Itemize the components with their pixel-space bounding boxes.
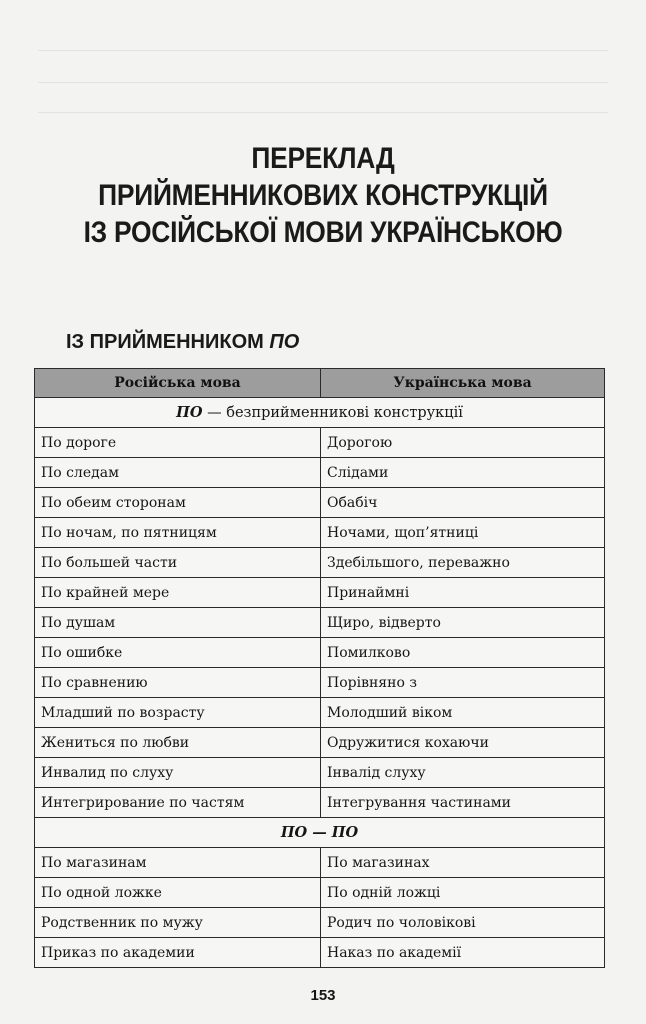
translation-table bbox=[34, 368, 605, 968]
russian-cell: Родственник по мужу bbox=[35, 908, 321, 938]
table-row bbox=[35, 518, 605, 548]
ukrainian-cell: Дорогою bbox=[321, 428, 605, 458]
table-row bbox=[35, 728, 605, 758]
table-row bbox=[35, 638, 605, 668]
table-header-row bbox=[35, 369, 605, 398]
group-title-word: ПО — ПО bbox=[280, 824, 359, 841]
russian-cell: По дороге bbox=[35, 428, 321, 458]
table-row bbox=[35, 788, 605, 818]
table-row bbox=[35, 878, 605, 908]
russian-cell: По магазинам bbox=[35, 848, 321, 878]
ukrainian-cell: Інтегрування частинами bbox=[321, 788, 605, 818]
title-line-2: ПРИЙМЕННИКОВИХ КОНСТРУКЦІЙ bbox=[98, 179, 548, 212]
show-through-line bbox=[38, 50, 608, 51]
russian-cell: По одной ложке bbox=[35, 878, 321, 908]
russian-cell: По душам bbox=[35, 608, 321, 638]
group-title-word: ПО bbox=[176, 404, 203, 421]
russian-cell: По ночам, по пятницям bbox=[35, 518, 321, 548]
section-heading-word: ПО bbox=[269, 331, 300, 353]
table-row bbox=[35, 698, 605, 728]
group-title-row bbox=[35, 398, 605, 428]
russian-cell: Приказ по академии bbox=[35, 938, 321, 968]
russian-cell: По крайней мере bbox=[35, 578, 321, 608]
russian-cell: Интегрирование по частям bbox=[35, 788, 321, 818]
table-row bbox=[35, 428, 605, 458]
title-line-1: ПЕРЕКЛАД bbox=[251, 142, 395, 175]
ukrainian-cell: Щиро, відверто bbox=[321, 608, 605, 638]
header-russian: Російська мова bbox=[35, 369, 321, 398]
ukrainian-cell: Порівняно з bbox=[321, 668, 605, 698]
table-row bbox=[35, 608, 605, 638]
table-body bbox=[35, 398, 605, 968]
group-title-row bbox=[35, 818, 605, 848]
header-ukrainian: Українська мова bbox=[321, 369, 605, 398]
table-row bbox=[35, 938, 605, 968]
ukrainian-cell: Інвалід слуху bbox=[321, 758, 605, 788]
page-title bbox=[39, 140, 607, 251]
ukrainian-cell: По магазинах bbox=[321, 848, 605, 878]
table-row bbox=[35, 578, 605, 608]
russian-cell: По ошибке bbox=[35, 638, 321, 668]
ukrainian-cell: Ночами, щоп’ятниці bbox=[321, 518, 605, 548]
ukrainian-cell: Слідами bbox=[321, 458, 605, 488]
russian-cell: Младший по возрасту bbox=[35, 698, 321, 728]
page-number: 153 bbox=[310, 987, 336, 1004]
russian-cell: Инвалид по слуху bbox=[35, 758, 321, 788]
ukrainian-cell: Обабіч bbox=[321, 488, 605, 518]
russian-cell: По большей части bbox=[35, 548, 321, 578]
table-row bbox=[35, 488, 605, 518]
group-title bbox=[35, 398, 605, 428]
ukrainian-cell: Одружитися кохаючи bbox=[321, 728, 605, 758]
table-row bbox=[35, 848, 605, 878]
group-title bbox=[35, 818, 605, 848]
title-line-3: ІЗ РОСІЙСЬКОЇ МОВИ УКРАЇНСЬКОЮ bbox=[83, 216, 563, 249]
section-heading-prefix: ІЗ ПРИЙМЕННИКОМ bbox=[66, 331, 264, 353]
ukrainian-cell: По одній ложці bbox=[321, 878, 605, 908]
table-row bbox=[35, 758, 605, 788]
show-through-line bbox=[38, 112, 608, 113]
table-row bbox=[35, 548, 605, 578]
show-through-line bbox=[38, 82, 608, 83]
ukrainian-cell: Наказ по академії bbox=[321, 938, 605, 968]
ukrainian-cell: Принаймні bbox=[321, 578, 605, 608]
table-row bbox=[35, 908, 605, 938]
ukrainian-cell: Молодший віком bbox=[321, 698, 605, 728]
ukrainian-cell: Помилково bbox=[321, 638, 605, 668]
ukrainian-cell: Здебільшого, переважно bbox=[321, 548, 605, 578]
group-title-rest: — безприйменникові конструкції bbox=[202, 405, 463, 421]
russian-cell: По следам bbox=[35, 458, 321, 488]
russian-cell: По сравнению bbox=[35, 668, 321, 698]
ukrainian-cell: Родич по чоловікові bbox=[321, 908, 605, 938]
table-row bbox=[35, 458, 605, 488]
russian-cell: Жениться по любви bbox=[35, 728, 321, 758]
russian-cell: По обеим сторонам bbox=[35, 488, 321, 518]
section-heading bbox=[66, 331, 299, 354]
table-row bbox=[35, 668, 605, 698]
